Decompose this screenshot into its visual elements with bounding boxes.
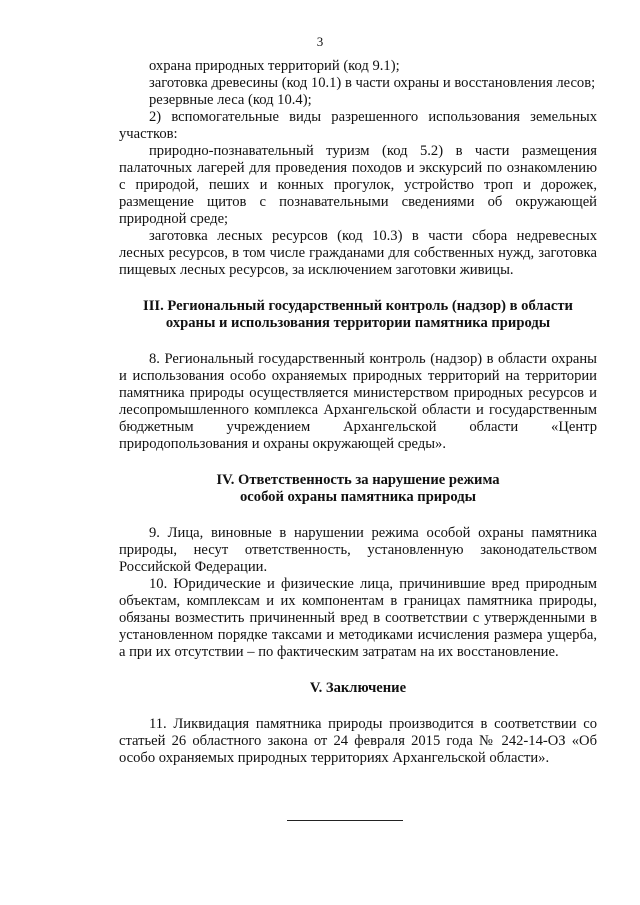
paragraph-auxiliary-uses: 2) вспомогательные виды разрешенного использования земельных участков:	[119, 109, 597, 142]
section-4-heading-line-1: IV. Ответственность за нарушение режима	[216, 472, 500, 488]
paragraph-9: 9. Лица, виновные в нарушении режима особой охраны памятника природы, несут ответственность, установленную законодательством Российской Федерации.	[119, 525, 597, 575]
section-3-heading-line-2: охраны и использования территории памятника природы	[165, 315, 551, 331]
paragraph-protection-code: охрана природных территорий (код 9.1);	[149, 58, 400, 74]
document-body	[119, 58, 597, 767]
paragraph-10: 10. Юридические и физические лица, причинившие вред природным объектам, комплексам и их компонентам в границах памятника природы, обязаны возместить причиненный вред в соответствии с утвержденными в установленном порядке таксами и методиками исчисления размера ущерба, а при их отсутствии – по фактическим затратам на их восстановление.	[119, 576, 597, 660]
section-3-heading-line-1: III. Региональный государственный контроль (надзор) в области	[143, 298, 573, 314]
paragraph-11: 11. Ликвидация памятника природы производится в соответствии со статьей 26 областного закона от 24 февраля 2015 года № 242-14-ОЗ «Об особо охраняемых природных территориях Архангельской области».	[119, 716, 597, 766]
page-number: 3	[316, 34, 324, 49]
paragraph-forest-resources: заготовка лесных ресурсов (код 10.3) в части сбора недревесных лесных ресурсов, в том числе гражданами для собственных нужд, заготовка пищевых лесных ресурсов, за исключением заготовки живицы.	[119, 228, 597, 278]
closing-rule	[287, 820, 403, 821]
paragraph-8: 8. Региональный государственный контроль (надзор) в области охраны и использования особо охраняемых природных территорий на территории памятника природы осуществляется министерством природных ресурсов и лесопромышленного комплекса Архангельской области и государственным бюджетным учреждением Архангельской области «Центр природопользования и охраны окружающей среды».	[119, 351, 597, 452]
paragraph-timber-code: заготовка древесины (код 10.1) в части охраны и восстановления лесов;	[149, 75, 596, 91]
section-4-heading-line-2: особой охраны памятника природы	[240, 489, 476, 505]
paragraph-tourism: природно-познавательный туризм (код 5.2) в части размещения палаточных лагерей для проведения походов и экскурсий по ознакомлению с природой, пеших и конных прогулок, устройство троп и дорожек, размещение щитов с познавательными сведениями об окружающей природной среде;	[119, 143, 597, 227]
section-5-heading: V. Заключение	[309, 680, 407, 696]
paragraph-reserve-forests-code: резервные леса (код 10.4);	[149, 92, 312, 108]
